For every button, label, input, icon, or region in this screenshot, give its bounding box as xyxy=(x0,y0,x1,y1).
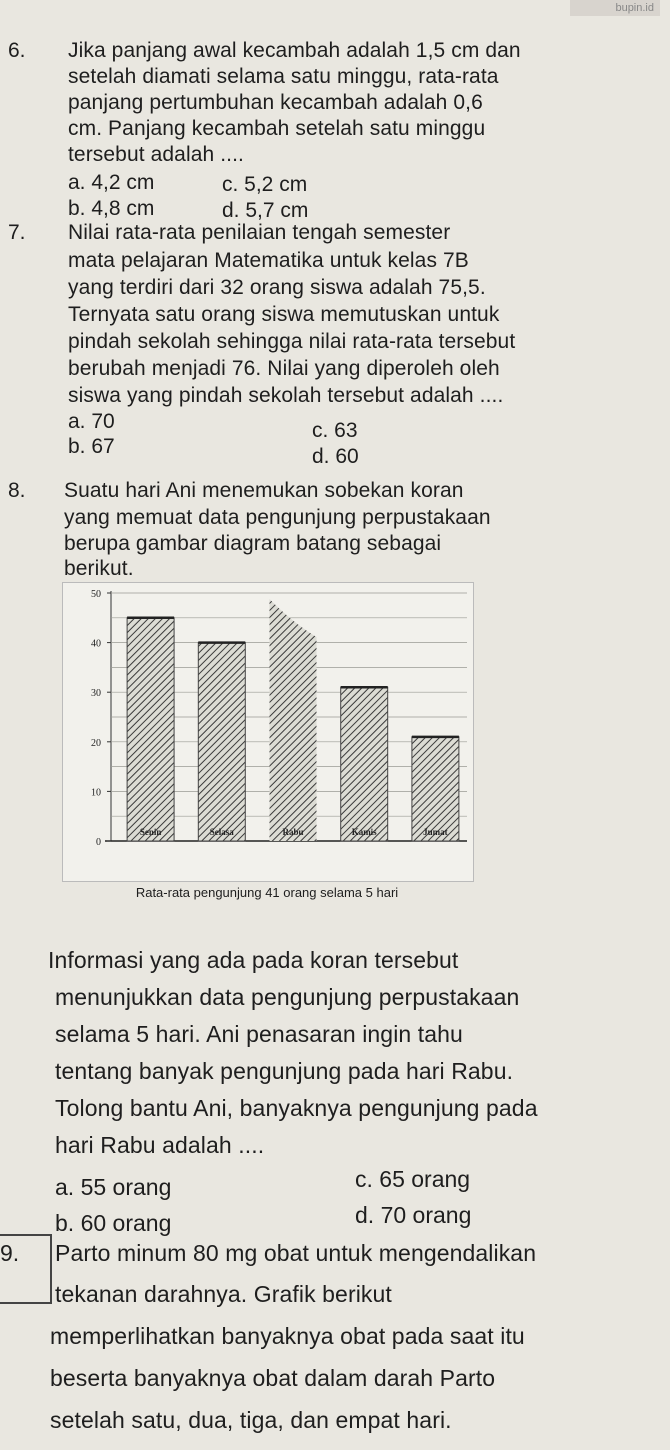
q6-line-2: setelah diamati selama satu minggu, rata-rata xyxy=(68,65,499,88)
bar-chart xyxy=(63,583,473,881)
q7-line-1: Nilai rata-rata penilaian tengah semester xyxy=(68,221,451,244)
watermark-logo: bupin.id xyxy=(570,0,660,16)
q9-line-1: Parto minum 80 mg obat untuk mengendalikan xyxy=(55,1240,537,1266)
q8-after-line-2: menunjukkan data pengunjung perpustakaan xyxy=(55,984,520,1010)
q7-line-4: Ternyata satu orang siswa memutuskan untuk xyxy=(68,303,500,326)
q6-line-1: Jika panjang awal kecambah adalah 1,5 cm dan xyxy=(68,39,521,62)
q7-line-6: berubah menjadi 76. Nilai yang diperoleh oleh xyxy=(68,357,500,380)
y-tick-label: 20 xyxy=(91,737,101,749)
q6-line-4: cm. Panjang kecambah setelah satu minggu xyxy=(68,117,486,140)
q6-option-c: c. 5,2 cm xyxy=(222,173,308,196)
q6-line-3: panjang pertumbuhan kecambah adalah 0,6 xyxy=(68,91,483,114)
q6-option-a: a. 4,2 cm xyxy=(68,171,155,194)
q8-after-line-3: selama 5 hari. Ani penasaran ingin tahu xyxy=(55,1021,463,1047)
bar-rabu-torn xyxy=(270,599,317,841)
q7-line-7: siswa yang pindah sekolah tersebut adalah .... xyxy=(68,384,504,407)
q8-line-3: berupa gambar diagram batang sebagai xyxy=(64,532,442,555)
q6-line-5: tersebut adalah .... xyxy=(68,143,244,166)
y-tick-label: 30 xyxy=(91,688,101,700)
q8-after-line-5: Tolong bantu Ani, banyaknya pengunjung pada xyxy=(55,1095,538,1121)
bar-jumat xyxy=(412,737,459,841)
q8-after-line-4: tentang banyak pengunjung pada hari Rabu. xyxy=(55,1058,514,1084)
q8-option-c: c. 65 orang xyxy=(355,1166,471,1192)
bar-kamis xyxy=(341,687,388,841)
q8-line-1: Suatu hari Ani menemukan sobekan koran xyxy=(64,479,464,502)
y-tick-label: 40 xyxy=(91,638,101,650)
bar-senin xyxy=(127,618,174,841)
q8-option-a: a. 55 orang xyxy=(55,1174,172,1200)
q7-number: 7. xyxy=(8,221,26,244)
q8-line-2: yang memuat data pengunjung perpustakaan xyxy=(64,506,491,529)
q9-line-2: tekanan darahnya. Grafik berikut xyxy=(55,1281,392,1307)
y-tick-label: 0 xyxy=(96,837,101,848)
q8-line-4: berikut. xyxy=(64,557,134,580)
bar-chart-figure xyxy=(62,582,474,882)
q9-line-5: setelah satu, dua, tiga, dan empat hari. xyxy=(50,1407,452,1433)
q7-option-b: b. 67 xyxy=(68,435,115,458)
x-tick-label: Rabu xyxy=(282,827,304,837)
y-tick-label: 50 xyxy=(91,589,101,600)
chart-caption: Rata-rata pengunjung 41 orang selama 5 hari xyxy=(135,885,399,900)
q8-option-d: d. 70 orang xyxy=(355,1202,472,1228)
y-tick-label: 10 xyxy=(91,787,101,799)
q7-line-3: yang terdiri dari 32 orang siswa adalah 75,5. xyxy=(68,276,486,299)
q7-option-a: a. 70 xyxy=(68,410,115,433)
x-tick-label: Jumat xyxy=(423,827,448,837)
q8-option-b: b. 60 orang xyxy=(55,1210,172,1236)
bar-selasa xyxy=(198,643,245,841)
x-tick-label: Kamis xyxy=(351,827,377,837)
q8-after-line-1: Informasi yang ada pada koran tersebut xyxy=(48,947,459,973)
q7-option-d: d. 60 xyxy=(312,445,359,468)
q7-line-2: mata pelajaran Matematika untuk kelas 7B xyxy=(68,249,469,272)
q6-option-b: b. 4,8 cm xyxy=(68,197,155,220)
x-tick-label: Senin xyxy=(139,827,162,837)
q9-number: 9. xyxy=(0,1240,20,1266)
q9-line-4: beserta banyaknya obat dalam darah Parto xyxy=(50,1365,496,1391)
q7-option-c: c. 63 xyxy=(312,419,358,442)
q8-number: 8. xyxy=(8,479,26,502)
q8-after-line-6: hari Rabu adalah .... xyxy=(55,1132,265,1158)
q7-line-5: pindah sekolah sehingga nilai rata-rata tersebut xyxy=(68,330,516,353)
q9-line-3: memperlihatkan banyaknya obat pada saat itu xyxy=(50,1323,525,1349)
q6-number: 6. xyxy=(8,39,26,62)
q6-option-d: d. 5,7 cm xyxy=(222,199,309,222)
x-tick-label: Selasa xyxy=(209,827,234,837)
